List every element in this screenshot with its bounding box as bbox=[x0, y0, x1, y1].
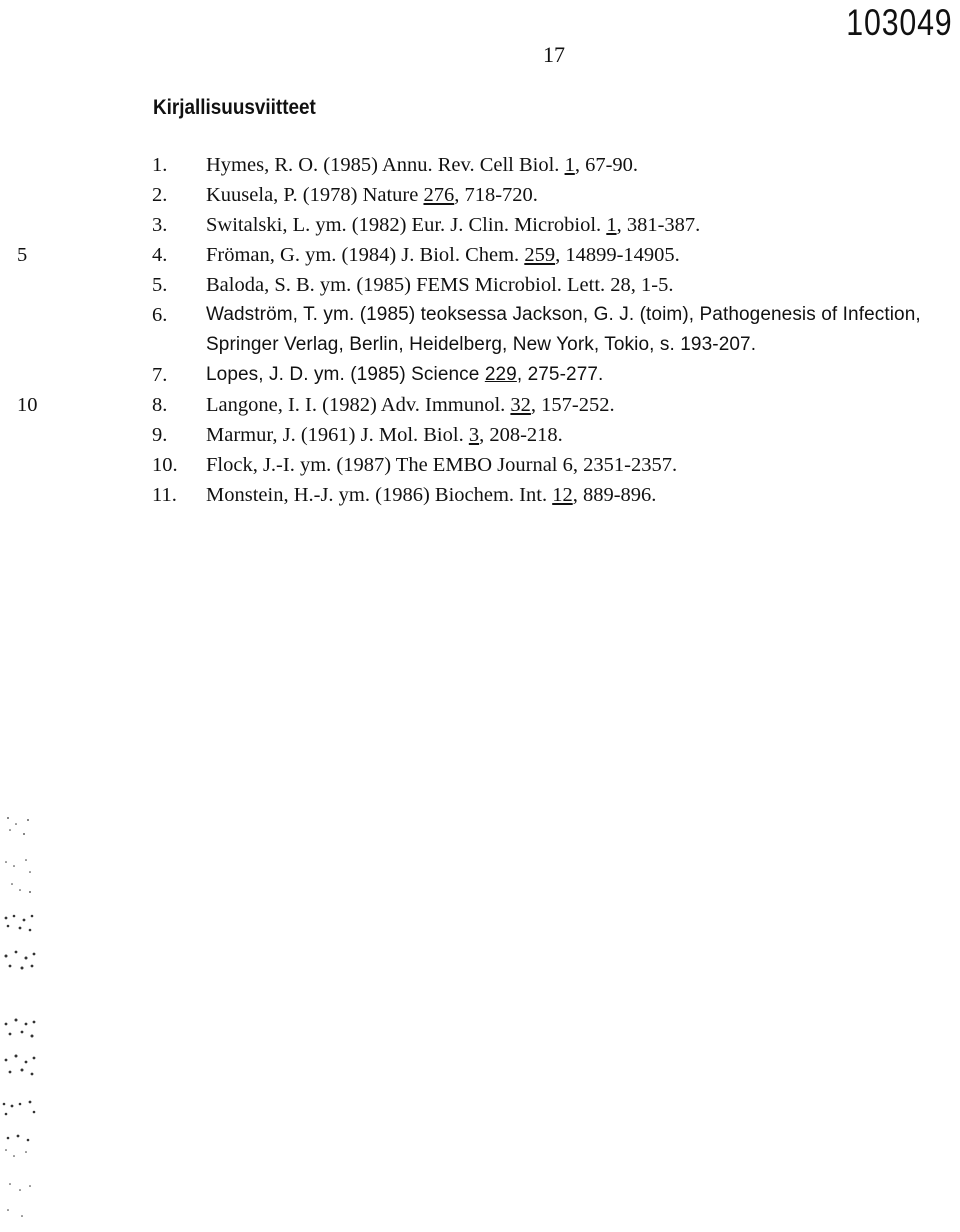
document-number: 103049 bbox=[845, 2, 952, 43]
volume-number: 1 bbox=[606, 214, 617, 236]
page-number: 17 bbox=[543, 42, 565, 67]
reference-text: Fröman, G. ym. (1984) J. Biol. Chem. 259, 14899-14905. bbox=[206, 244, 680, 266]
references-heading: Kirjallisuusviitteet bbox=[153, 96, 316, 119]
reference-item bbox=[0, 420, 960, 450]
reference-item bbox=[0, 480, 960, 510]
reference-text: Switalski, L. ym. (1982) Eur. J. Clin. Microbiol. 1, 381-387. bbox=[206, 214, 701, 236]
volume-number: 3 bbox=[468, 424, 480, 446]
reference-number: 10. bbox=[152, 454, 178, 476]
reference-text: Hymes, R. O. (1985) Annu. Rev. Cell Biol. 1, 67-90. bbox=[206, 154, 639, 176]
reference-number: 8. bbox=[152, 394, 168, 416]
reference-number: 5. bbox=[152, 274, 168, 296]
reference-item bbox=[0, 360, 960, 390]
volume-number: 229 bbox=[484, 364, 517, 385]
volume-number: 1 bbox=[564, 154, 575, 176]
reference-item bbox=[0, 210, 960, 240]
reference-text: Lopes, J. D. ym. (1985) Science 229, 275-277. bbox=[206, 364, 604, 385]
reference-text: Wadström, T. ym. (1985) teoksessa Jackson, G. J. (toim), Pathogenesis of Infection, Springer Verlag, Berlin, Heidelberg, New York, Tokio, s. 193-207. bbox=[206, 304, 921, 355]
reference-item bbox=[0, 390, 960, 420]
volume-number: 276 bbox=[423, 184, 455, 206]
reference-text: Kuusela, P. (1978) Nature 276, 718-720. bbox=[206, 184, 538, 206]
reference-item bbox=[0, 300, 960, 360]
reference-number: 4. bbox=[152, 244, 168, 266]
reference-item bbox=[0, 270, 960, 300]
reference-number: 7. bbox=[152, 364, 168, 386]
reference-item bbox=[0, 180, 960, 210]
reference-item bbox=[0, 150, 960, 180]
reference-list bbox=[0, 150, 960, 510]
reference-number: 2. bbox=[152, 184, 168, 206]
reference-text: Baloda, S. B. ym. (1985) FEMS Microbiol. Lett. 28, 1-5. bbox=[206, 274, 674, 296]
volume-number: 259 bbox=[524, 244, 556, 266]
volume-number: 12 bbox=[552, 484, 573, 506]
margin-line-number: 5 bbox=[17, 244, 28, 266]
reference-number: 1. bbox=[152, 154, 168, 176]
reference-text: Marmur, J. (1961) J. Mol. Biol. 3, 208-218. bbox=[206, 424, 563, 446]
reference-number: 3. bbox=[152, 214, 168, 236]
reference-number: 6. bbox=[152, 304, 168, 326]
volume-number: 32 bbox=[510, 394, 531, 416]
reference-item bbox=[0, 240, 960, 270]
margin-line-number: 10 bbox=[17, 394, 38, 416]
reference-text: Monstein, H.-J. ym. (1986) Biochem. Int. 12, 889-896. bbox=[206, 484, 657, 506]
reference-item bbox=[0, 450, 960, 480]
reference-number: 9. bbox=[152, 424, 168, 446]
scan-speckle-decoration bbox=[0, 800, 40, 1230]
reference-text: Flock, J.-I. ym. (1987) The EMBO Journal 6, 2351-2357. bbox=[206, 454, 678, 476]
reference-number: 11. bbox=[152, 484, 177, 506]
reference-text: Langone, I. I. (1982) Adv. Immunol. 32, 157-252. bbox=[206, 394, 615, 416]
